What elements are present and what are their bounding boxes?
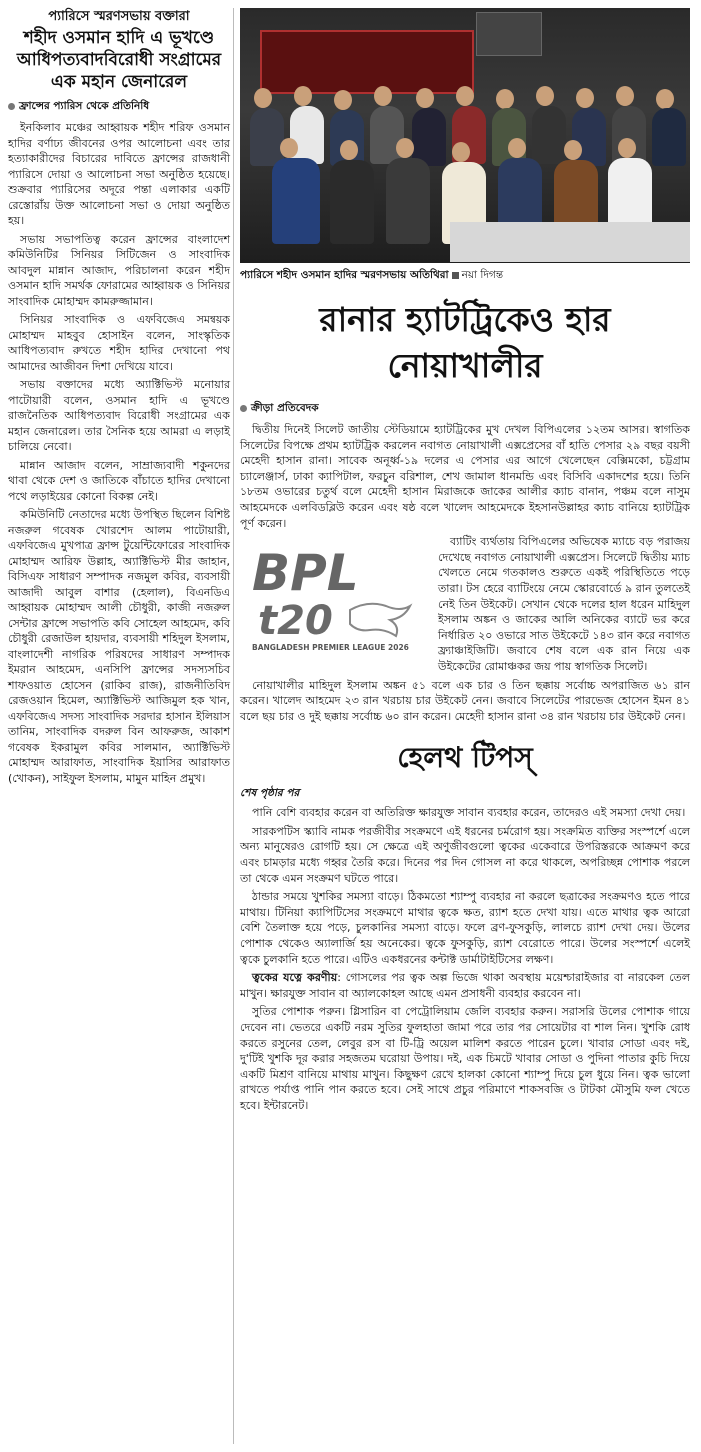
left-story-byline xyxy=(8,99,230,116)
separator-icon xyxy=(452,272,459,279)
person-body xyxy=(330,160,374,244)
person-head xyxy=(536,86,554,106)
person-head xyxy=(456,86,474,106)
caption-text: প্যারিসে শহীদ ওসমান হাদির স্মরণসভায় অতিথিরা xyxy=(240,269,449,281)
left-paragraph: সভায় সভাপতিত্ব করেন ফ্রান্সের বাংলাদেশ কমিউনিটির সিনিয়র সিটিজেন ও সাংবাদিক আবদুল মান্নান আজাদ, পরিচালনা করেন শহীদ ওসমান হাদি সমর্থক ফোরামের আহ্বায়ক ও সিনিয়র সাংবাদিক মোহাম্মদ কামরুজ্জামান। xyxy=(8,232,230,308)
person-head xyxy=(564,140,582,160)
person-head xyxy=(254,88,272,108)
left-byline-text: ফ্রান্সের প্যারিস থেকে প্রতিনিধি xyxy=(19,100,150,112)
left-paragraph: সিনিয়র সাংবাদিক ও এফবিজেএ সমন্বয়ক মোহাম্মদ মাহবুব হোসাইন বলেন, সাংস্কৃতিক আধিপত্যবাদ রুখতে শহীদ হাদির দেখানো পথ আমাদের আজীবন দিশা দেখিয়ে যাবে। xyxy=(8,313,230,373)
person-head xyxy=(452,142,470,162)
continued-from-tag: শেষ পৃষ্ঠার পর xyxy=(240,787,300,800)
event-photo xyxy=(240,8,690,263)
left-story-kicker: প্যারিসে স্মরণসভায় বক্তারা xyxy=(48,9,190,24)
person-head xyxy=(508,138,526,158)
person-head xyxy=(334,90,352,110)
sports-body xyxy=(240,422,690,724)
bullet-icon xyxy=(240,405,247,412)
person-head xyxy=(340,140,358,160)
health-tip-paragraph xyxy=(240,970,690,1001)
tip-text: : গোসলের পর ত্বক অল্প ভিজে থাকা অবস্থায় ময়েশ্চারাইজার বা নারকেল তেল মাখুন। ক্ষারযুক্ত সাবান বা অ্যালকোহল আছে এমন প্রসাধনী ব্যবহার করবেন না। xyxy=(240,971,691,1000)
sports-paragraph: নোয়াখালীর মাহিদুল ইসলাম অঙ্কন ৫১ বলে এক চার ও তিন ছক্কায় সর্বোচ্চ অপরাজিত ৬১ রান করেন। খালেদ আহমেদ ২৩ রান খরচায় চার উইকেট নেন। জবাবে সিলেটের পারভেজ হোসেন ইমন ৪১ বলে ছয় চার ও দুই ছক্কায় সর্বোচ্চ ৬০ রান করেন। মেহেদী হাসান রানা ৩৪ রান খরচায় চার উইকেট নেন। xyxy=(240,678,690,723)
person-head xyxy=(656,89,674,109)
sports-byline-text: ক্রীড়া প্রতিবেদক xyxy=(251,402,319,414)
photo-table xyxy=(450,222,690,262)
right-column xyxy=(240,8,690,1117)
photo-screen xyxy=(476,12,542,56)
photo-banner xyxy=(260,30,474,94)
bpl-logo-graphic xyxy=(240,538,430,656)
person-head xyxy=(616,86,634,106)
sports-headline: রানার হ্যাটট্রিকেও হার নোয়াখালীর xyxy=(319,300,611,385)
sports-byline xyxy=(240,401,690,418)
health-paragraph: ঠান্ডার সময়ে খুশকির সমস্যা বাড়ে। ঠিকমতো শ্যাম্পু ব্যবহার না করলে ছত্রাকের সংক্রমণও হতে পারে মাথায়। টিনিয়া ক্যাপিটিসের সংক্রমণে মাথার ত্বকে ক্ষত, র‍্যাশ হতে দেখা যায়। এতে মাথার ত্বক আরো বেশি তৈলাক্ত হয়ে পড়ে, চুলকানির সমস্যা বাড়ে। ফলে ব্রণ-ফুসকুড়ি, লালচে র‍্যাশ দেখা দেয়। উলের পোশাক থেকেও অ্যালার্জি হয় অনেকের। ত্বকে ফুসকুড়ি, র‍্যাশ বেরোতে পারে। উলের সংস্পর্শে এলেই ত্বকে চুলকানি হতে পারে। এটিও একধরনের কন্টাক্ট ডার্মাটাইটিসের লক্ষণ। xyxy=(240,890,690,966)
person-head xyxy=(374,86,392,106)
person-head xyxy=(416,88,434,108)
health-headline: হেলথ টিপস্ xyxy=(397,741,533,775)
left-paragraph: মান্নান আজাদ বলেন, সাম্রাজ্যবাদী শকুনদের থাবা থেকে দেশ ও জাতিকে বাঁচাতে হাদির দেখানো পথে লড়াইয়ের কোনো বিকল্প নেই। xyxy=(8,458,230,503)
person-head xyxy=(576,88,594,108)
left-column-story xyxy=(8,8,230,789)
t20-logo-text: t20 xyxy=(258,598,333,645)
left-paragraph: সভায় বক্তাদের মধ্যে অ্যাক্টিভিস্ট মনোয়ার পাটোয়ারী বলেন, ওসমান হাদি এ ভূখণ্ডে রাজনৈতিক আধিপত্যবাদ বিরোধী সংগ্রামের এক মহান জেনারেল। তার সৈনিক হয়ে আমরা এ লড়াই চালিয়ে নেবো। xyxy=(8,378,230,453)
sports-paragraph: দ্বিতীয় দিনেই সিলেট জাতীয় স্টেডিয়ামে হ্যাটট্রিকের মুখ দেখল বিপিএলের ১২তম আসর। স্বাগতিক সিলেটের বিপক্ষে প্রথম হ্যাটট্রিক করলেন নবাগত নোয়াখালী এক্সপ্রেসের বাঁ হাতি পেসার ২৯ বছর বয়সী মেহেদী হাসান রানা। সাবেক অনূর্ধ্ব-১৯ দলের এ পেসার এর আগে খেলেছেন বেক্সিমকো, চট্টগ্রাম চ্যালেঞ্জার্স, ঢাকা ক্যাপিটাল, ফরচুন বরিশাল, শেখ জামাল ধানমন্ডি এবং বিসিবি একাদশের হয়ে। তিনি ১৮তম ওভারের চতুর্থ বলে মেহেদী হাসান মিরাজকে জাকের আলীর ক্যাচ বানান, পঞ্চম বলে নাসুম আহমেদকে এলবিডব্লিউ করেন এবং ষষ্ঠ বলে খালেদ আহমেদকে ইহসানউল্লাহর ক্যাচ বানিয়ে হ্যাটট্রিক পূর্ণ করেন। xyxy=(240,423,690,530)
person-body xyxy=(386,158,430,244)
left-paragraph: ইনকিলাব মঞ্চের আহ্বায়ক শহীদ শরিফ ওসমান হাদির বর্ণাঢ্য জীবনের ওপর আলোচনা এবং তার হত্যাকারীদের বিচারের দাবিতে ফ্রান্সের রাজধানী প্যারিসে দোয়া ও আলোচনা সভা অনুষ্ঠিত হয়েছে। শুক্রবার প্যারিসের অদূরে পন্তা এলাকার একটি রেস্তোরাঁয় উক্ত আলোচনা সভা ও দোয়া অনুষ্ঠিত হয়। xyxy=(8,121,230,227)
bullet-icon xyxy=(8,103,15,110)
left-story-headline: শহীদ ওসমান হাদি এ ভূখণ্ডে আধিপত্যবাদবিরোধী সংগ্রামের এক মহান জেনারেল xyxy=(16,28,222,92)
person-head xyxy=(294,86,312,106)
column-divider xyxy=(233,8,234,1444)
health-paragraph: পানি বেশি ব্যবহার করেন বা অতিরিক্ত ক্ষারযুক্ত সাবান ব্যবহার করেন, তাদেরও এই সমস্যা দেখা দেয়। xyxy=(252,806,686,820)
tip-label: ত্বকের যত্নে করণীয় xyxy=(252,971,338,985)
photo-source: নয়া দিগন্ত xyxy=(461,269,504,281)
health-paragraph: সারকপটিস স্ক্যাবি নামক পরজীবীর সংক্রমণে এই ধরনের চর্মরোগ হয়। সংক্রমিত ব্যক্তির সংস্পর্শে এলে অন্য মানুষেরও রোগটি হয়। সে ক্ষেত্রে এই অণুজীবগুলো ত্বকের একেবারে উপরিস্তরকে আক্রমণ করে এবং চামড়ার মধ্যে গহ্বর তৈরি করে। দিনের পর দিন গোসল না করে থাকলে, অপরিচ্ছন্ন পোশাক পরলে তা থেকে এমন সংক্রমণ ঘটতে পারে। xyxy=(240,824,690,885)
person-body xyxy=(272,158,320,244)
bpl-logo xyxy=(240,538,430,656)
person-head xyxy=(280,138,298,158)
person-head xyxy=(618,138,636,158)
left-paragraph: কমিউনিটি নেতাদের মধ্যে উপস্থিত ছিলেন বিশিষ্ট নজরুল গবেষক খোরশেদ আলম পাটোয়ারী, এফবিজেএ মুখপাত্র ফ্রান্স টুয়েন্টিফোরের সাংবাদিক মোহাম্মদ আরিফ উল্লাহ, অ্যাক্টিভিস্ট মীর জাহান, বিসিএফ সাধারণ সম্পাদক নজমুল কবির, ব্যবসায়ী আজাদী আবুল বাশার (হেলাল), বিএনডিএ আহ্বায়ক মোহাম্মদ আলী চৌধুরী, কাজী নজরুল সেন্টার ফ্রান্সে সভাপতি কবি সোহেল আহমেদ, কবি চৌধুরী রেজাউল হায়দার, ব্যবসায়ী শহিদুল ইসলাম, বাংলাদেশী নাগরিক পরিষদের সাধারণ সম্পাদক ইমরান আহমেদ, এনসিপি ফ্রান্সের সদস্যসচিব শাফওয়াত হোসেন (রাকিব রাজ), রাজনীতিবিদ রেজওয়ান হিমেল, অ্যাক্টিভিস্ট আজিমুল হক খান, এফবিজেএ সদস্য সাংবাদিক সরদার হাসান ইলিয়াস তানিম, সাংবাদিক বদরুল বিন আফরুজ, আকাশ গবেষক ইকরামুল কবির সালমান, অ্যাক্টিভিস্ট মোহাম্মদ আরাফাত, সাংবাদিক ইয়াসির আরাফাত (খোকন), সাইফুল ইসলাম, মামুন মাহিন প্রমুখ। xyxy=(8,508,230,785)
photo-caption xyxy=(240,268,690,285)
sports-paragraph: ব্যাটিং ব্যর্থতায় বিপিএলের অভিষেক ম্যাচে বড় পরাজয় দেখেছে নবাগত নোয়াখালী এক্সপ্রেস। সিলেটে দ্বিতীয় ম্যাচ খেলতে নেমে গতকালও শুরুতে একই পরিস্থিতিতে পড়ে তারা। টস হেরে ব্যাটিংয়ে নেমে স্কোরবোর্ডে ৯ রান তুলতেই নেই তিন উইকেট। সেখান থেকে দলের হাল ধরেন মাহিদুল ইসলাম অঙ্কন ও জাকের আলি অনিকের ব্যাটে ভর করে নির্ধারিত ২০ ওভারে সাত উইকেটে ১৪৩ রান করে নবাগত ফ্র্যাঞ্চাইজিটি। জবাবে শেষ বলে এক রান নিয়ে এক উইকেটের রোমাঞ্চকর জয় পায় স্বাগতিক সিলেট। xyxy=(438,535,690,673)
bpl-tagline: BANGLADESH PREMIER LEAGUE 2026 xyxy=(252,643,409,653)
bpl-logo-text: BPL xyxy=(252,544,359,603)
person-head xyxy=(496,89,514,109)
health-paragraph: সুতির পোশাক পরুন। গ্লিসারিন বা পেট্রোলিয়াম জেলি ব্যবহার করুন। সরাসরি উলের পোশাক গায়ে দেবেন না। ভেতরে একটি নরম সুতির ফুলহাতা জামা পরে তার পর সোয়েটার বা শাল নিন। খুশকি রোধ করতে রসুনের তেল, লেবুর রস বা টি-ট্রি অয়েল মালিশ করতে পারেন চুলে। খাবার সোডা এবং দই, দু'টিই খুশকি দূর করার সহজতম ঘরোয়া উপায়। দই, এক চিমটে খাবার সোডা ও পুদিনা পাতার কুচি দিয়ে একটি মিশ্রণ বানিয়ে মাথায় মাখুন। কিছুক্ষণ রেখে হালকা কোনো শ্যাম্পু দিয়ে চুল ধুয়ে নিন। ত্বক ভালো রাখতে পর্যাপ্ত পানি পান করতে হবে। সেই সাথে প্রচুর পরিমাণে শাকসবজি ও টাটকা মৌসুমি ফল খেতে হবে। ইন্টারনেট। xyxy=(240,1005,690,1112)
person-head xyxy=(396,138,414,158)
health-body xyxy=(240,805,690,1113)
